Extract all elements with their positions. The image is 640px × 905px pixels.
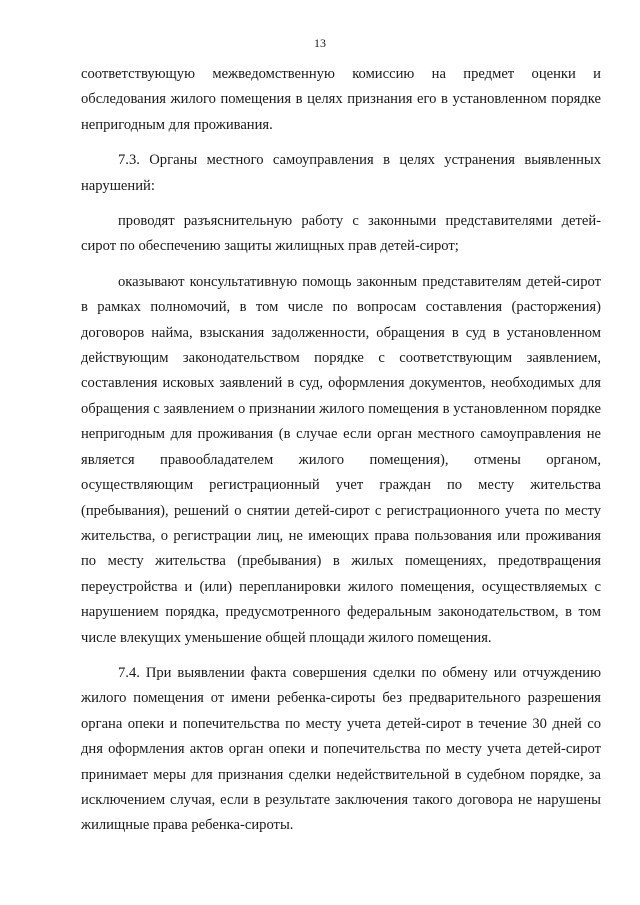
paragraph-7-4: 7.4. При выявлении факта совершения сделки по обмену или отчуждению жилого помещения от имени ребенка-сироты без предварительного разрешения органа опеки и попечительства по месту учета детей-сирот в течение 30 дней со дня оформления актов орган опеки и попечительства по месту учета детей-сирот принимает меры для признания сделки недействительной в судебном порядке, за исключением случая, если в результате заключения такого договора не нарушены жилищные права ребенка-сироты. [81, 664, 601, 834]
paragraph-explanatory-work: проводят разъяснительную работу с законными представителями детей-сирот по обеспечению защиты жилищных прав детей-сирот; [81, 213, 601, 255]
paragraph-consultative-help: оказывают консультативную помощь законным представителям детей-сирот в рамках полномочий, в том числе по вопросам составления (расторжения) договоров найма, взыскания задолженности, обращения в суд в установленном действующим законодательством порядке с соответствующим заявлением, составления исковых заявлений в суд, оформления документов, необходимых для обращения с заявлением о признании жилого помещения в установленном порядке непригодным для проживания (в случае если орган местного самоуправления не является правообладателем жилого помещения), отмены органом, осуществляющим регистрационный учет граждан по месту жительства (пребывания), решений о снятии детей-сирот с регистрационного учета по месту жительства, о регистрации лиц, не имеющих права пользования или проживания по месту жительства (пребывания) в жилых помещениях, предотвращения переустройства и (или) перепланировки жилого помещения, осуществляемых с нарушением порядка, предусмотренного федеральным законодательством, в том числе влекущих уменьшение общей площади жилого помещения. [81, 273, 601, 646]
page-number: 13 [314, 36, 326, 50]
document-body [81, 62, 601, 849]
paragraph-continuation: соответствующую межведомственную комиссию на предмет оценки и обследования жилого помещения в целях признания его в установленном порядке непригодным для проживания. [81, 66, 601, 133]
paragraph-7-3: 7.3. Органы местного самоуправления в целях устранения выявленных нарушений: [81, 152, 601, 194]
